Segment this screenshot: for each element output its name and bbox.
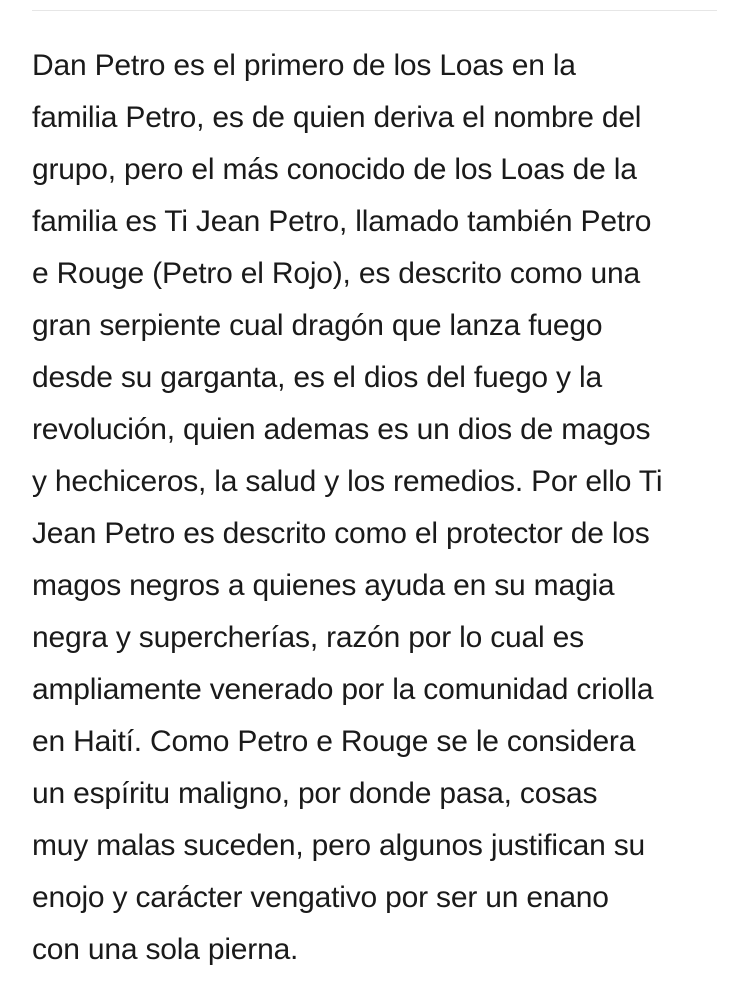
paragraph-line: gran serpiente cual dragón que lanza fuego <box>32 309 603 342</box>
paragraph-line: un espíritu maligno, por donde pasa, cosas <box>32 777 598 810</box>
article-paragraph <box>32 40 722 976</box>
paragraph-line: y hechiceros, la salud y los remedios. Por ello Ti <box>32 465 663 498</box>
paragraph-line: en Haití. Como Petro e Rouge se le considera <box>32 725 636 758</box>
paragraph-line: magos negros a quienes ayuda en su magia <box>32 569 615 602</box>
paragraph-line: enojo y carácter vengativo por ser un enano <box>32 881 609 914</box>
paragraph-line: e Rouge (Petro el Rojo), es descrito como una <box>32 257 640 290</box>
top-divider <box>32 10 717 11</box>
paragraph-line: revolución, quien ademas es un dios de magos <box>32 413 651 446</box>
paragraph-line: con una sola pierna. <box>32 933 299 966</box>
paragraph-line: muy malas suceden, pero algunos justifican su <box>32 829 646 862</box>
paragraph-line: Dan Petro es el primero de los Loas en la <box>32 49 576 82</box>
paragraph-line: familia Petro, es de quien deriva el nombre del <box>32 101 642 134</box>
paragraph-line: ampliamente venerado por la comunidad criolla <box>32 673 654 706</box>
paragraph-line: grupo, pero el más conocido de los Loas de la <box>32 153 637 186</box>
paragraph-line: familia es Ti Jean Petro, llamado también Petro <box>32 205 652 238</box>
paragraph-line: Jean Petro es descrito como el protector de los <box>32 517 650 550</box>
paragraph-line: desde su garganta, es el dios del fuego y la <box>32 361 602 394</box>
paragraph-line: negra y supercherías, razón por lo cual es <box>32 621 584 654</box>
